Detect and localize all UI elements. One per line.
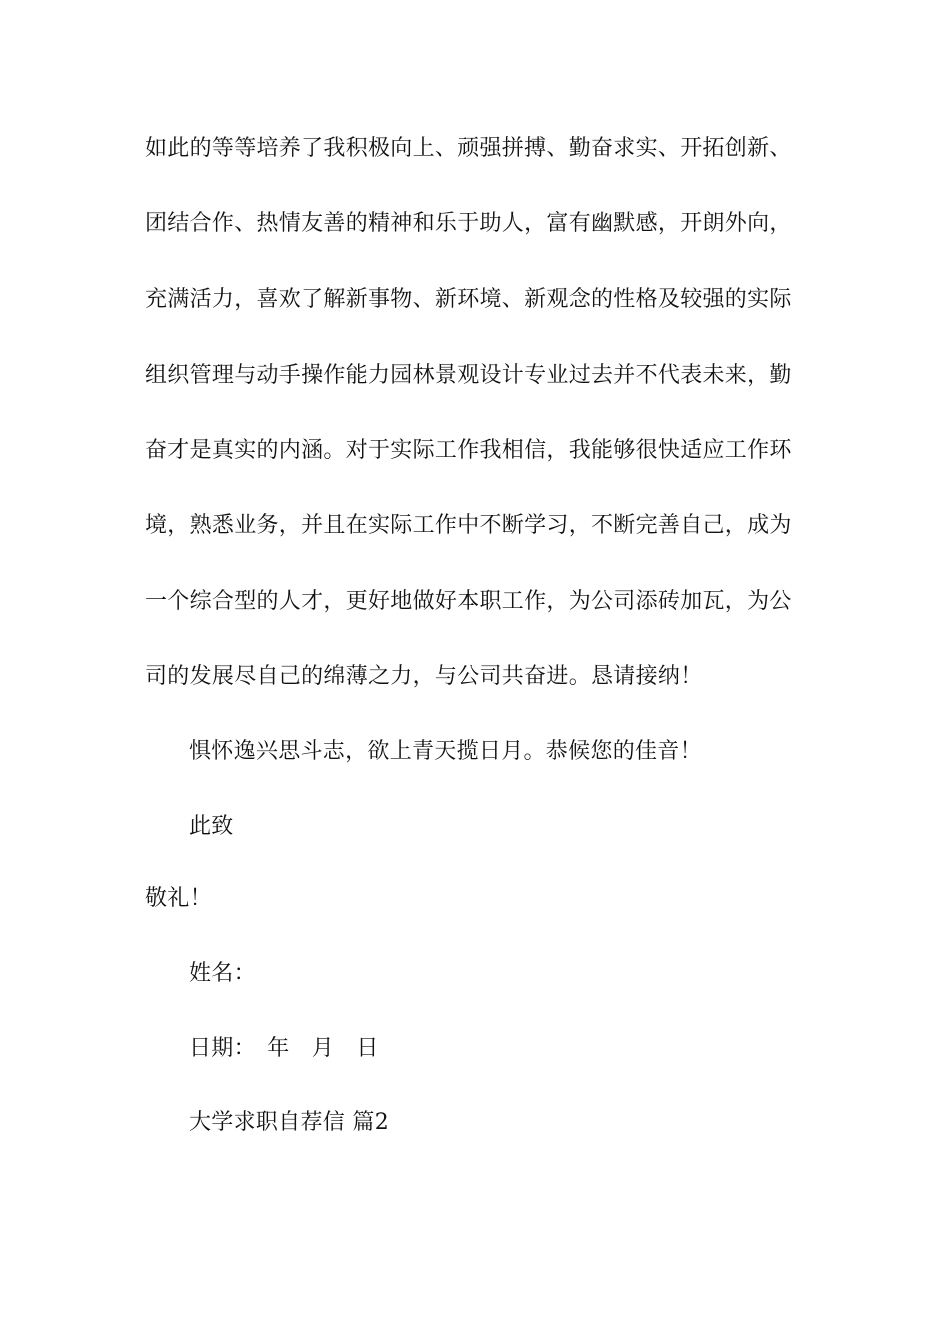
body-text-line-4: 组织管理与动手操作能力园林景观设计专业过去并不代表未来，勤 [145,363,792,388]
body-text-line-8: 司的发展尽自己的绵薄之力，与公司共奋进。恳请接纳！ [145,664,703,689]
salutation-jing-li: 敬礼！ [145,886,212,911]
salutation-ci-zhi: 此致 [189,814,234,839]
next-section-heading: 大学求职自荐信 篇2 [189,1110,389,1135]
body-text-line-6: 境，熟悉业务，并且在实际工作中不断学习，不断完善自己，成为 [145,513,792,538]
body-text-line-5: 奋才是真实的内涵。对于实际工作我相信，我能够很快适应工作环 [145,438,792,463]
closing-sentence: 惧怀逸兴思斗志，欲上青天揽日月。恭候您的佳音！ [189,739,702,764]
body-text-line-7: 一个综合型的人才，更好地做好本职工作，为公司添砖加瓦，为公 [145,589,792,614]
name-label: 姓名： [189,961,256,986]
body-text-line-3: 充满活力，喜欢了解新事物、新环境、新观念的性格及较强的实际 [145,287,792,312]
body-text-line-1: 如此的等等培养了我积极向上、顽强拼搏、勤奋求实、开拓创新、 [145,136,792,161]
body-text-line-2: 团结合作、热情友善的精神和乐于助人，富有幽默感，开朗外向， [145,211,792,236]
date-label: 日期： 年 月 日 [189,1036,379,1061]
